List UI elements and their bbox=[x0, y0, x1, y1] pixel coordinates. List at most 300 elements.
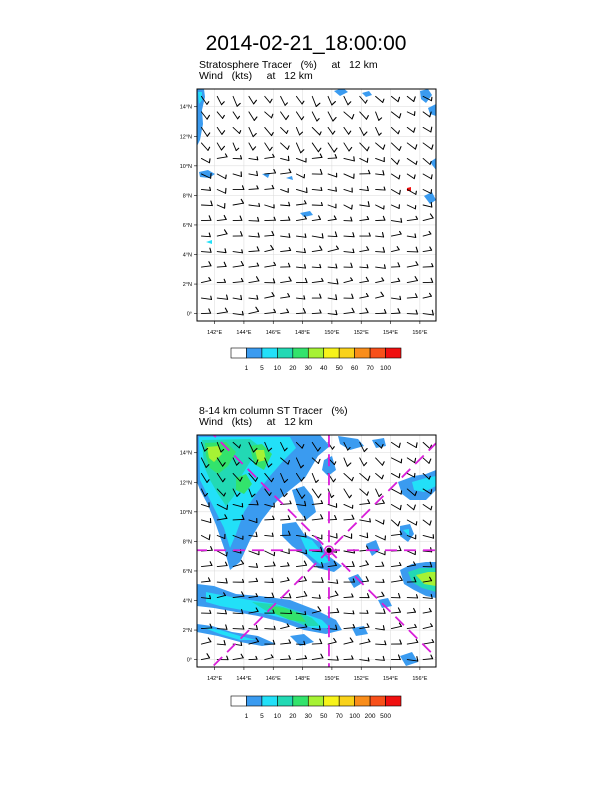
wind-barb-staff bbox=[249, 629, 258, 630]
y-tick-label: 0° bbox=[186, 657, 192, 664]
wind-barb-flag bbox=[225, 230, 228, 234]
wind-barb-staff bbox=[201, 266, 211, 267]
wind-barb-staff bbox=[249, 189, 258, 190]
wind-barb-staff bbox=[201, 205, 212, 206]
wind-barb-staff bbox=[391, 281, 399, 282]
wind-barb-staff bbox=[249, 266, 259, 267]
colorbar-label: 10 bbox=[273, 713, 281, 720]
wind-barb-staff bbox=[296, 127, 299, 134]
wind-barb-flag bbox=[400, 640, 402, 644]
colorbar-label: 100 bbox=[349, 713, 361, 720]
wind-barb-flag bbox=[352, 562, 354, 567]
wind-barb-flag bbox=[289, 202, 290, 205]
wind-barb-staff bbox=[391, 580, 402, 582]
wind-barb-flag bbox=[274, 170, 276, 173]
colorbar-label: 50 bbox=[335, 365, 343, 372]
wind-barb-staff bbox=[217, 205, 224, 208]
wind-barb-flag bbox=[379, 133, 381, 135]
colorbar-swatch bbox=[339, 696, 354, 706]
wind-barb-flag bbox=[227, 552, 228, 556]
wind-barb-flag bbox=[333, 117, 336, 121]
wind-barb-staff bbox=[328, 96, 332, 105]
wind-barb-staff bbox=[407, 642, 418, 644]
wind-barb-flag bbox=[224, 262, 226, 266]
wind-barb-staff bbox=[265, 566, 275, 567]
wind-barb-staff bbox=[312, 658, 323, 660]
y-tick-label: 6°N bbox=[182, 222, 192, 229]
x-tick-label: 142°E bbox=[207, 330, 223, 336]
wind-barb-staff bbox=[407, 551, 415, 555]
wind-barb-staff bbox=[281, 189, 289, 192]
wind-barb-staff bbox=[376, 96, 383, 102]
wind-barb-staff bbox=[360, 158, 368, 162]
wind-barb-staff bbox=[344, 551, 355, 553]
colorbar-label: 50 bbox=[320, 713, 328, 720]
wind-barb-staff bbox=[423, 535, 433, 538]
wind-barb-flag bbox=[256, 656, 257, 659]
bottom-plot-subtitle: Wind (kts) at 12 km bbox=[199, 416, 313, 428]
wind-barb-flag bbox=[239, 131, 240, 134]
wind-barb-flag bbox=[399, 175, 400, 179]
colorbar-label: 10 bbox=[273, 365, 281, 372]
wind-barb-staff bbox=[391, 127, 398, 133]
wind-barb-staff bbox=[344, 489, 349, 498]
wind-barb-flag bbox=[211, 201, 212, 206]
wind-barb-flag bbox=[304, 296, 305, 299]
wind-barb-flag bbox=[430, 293, 432, 296]
colorbar-swatch bbox=[355, 696, 370, 706]
wind-barb-flag bbox=[385, 641, 386, 645]
wind-barb-staff bbox=[281, 659, 291, 660]
wind-barb-flag bbox=[349, 147, 352, 150]
wind-barb-flag bbox=[400, 231, 402, 234]
wind-barb-flag bbox=[321, 187, 322, 190]
x-tick-label: 144°E bbox=[236, 676, 252, 682]
wind-barb-flag bbox=[316, 103, 320, 106]
wind-barb-flag bbox=[352, 294, 353, 298]
wind-barb-staff bbox=[233, 629, 244, 630]
wind-barb-flag bbox=[273, 279, 274, 283]
wind-barb-staff bbox=[344, 236, 354, 237]
wind-barb-flag bbox=[416, 262, 418, 265]
wind-barb-staff bbox=[281, 127, 287, 133]
wind-barb-flag bbox=[257, 263, 258, 266]
wind-barb-flag bbox=[400, 576, 402, 580]
wind-barb-flag bbox=[431, 202, 432, 207]
wind-barb-staff bbox=[312, 644, 321, 645]
wind-barb-staff bbox=[407, 158, 416, 164]
wind-barb-flag bbox=[432, 145, 433, 149]
wind-barb-staff bbox=[233, 112, 238, 119]
wind-barb-staff bbox=[312, 281, 323, 282]
colorbar-label: 5 bbox=[260, 713, 264, 720]
wind-barb-flag bbox=[208, 147, 210, 150]
wind-barb-staff bbox=[265, 235, 274, 236]
wind-barb-flag bbox=[259, 203, 260, 206]
wind-barb-staff bbox=[312, 236, 323, 238]
wind-barb-flag bbox=[336, 264, 337, 268]
wind-barb-staff bbox=[281, 236, 290, 237]
wind-barb-staff bbox=[407, 96, 413, 101]
wind-barb-staff bbox=[233, 96, 237, 106]
wind-barb-flag bbox=[381, 292, 384, 296]
wind-barb-flag bbox=[289, 234, 290, 238]
wind-barb-staff bbox=[360, 143, 367, 151]
top-wind-barbs bbox=[201, 96, 433, 315]
wind-barb-staff bbox=[407, 442, 416, 447]
wind-barb-staff bbox=[423, 520, 430, 525]
wind-barb-staff bbox=[328, 112, 333, 121]
wind-barb-staff bbox=[391, 298, 400, 299]
wind-barb-flag bbox=[367, 147, 369, 151]
wind-barb-staff bbox=[296, 96, 302, 104]
wind-barb-staff bbox=[376, 236, 384, 237]
wind-barb-staff bbox=[391, 626, 401, 628]
wind-barb-flag bbox=[415, 458, 416, 462]
wind-barb-staff bbox=[423, 250, 432, 251]
wind-barb-staff bbox=[407, 174, 414, 179]
wind-barb-staff bbox=[217, 127, 222, 134]
wind-barb-flag bbox=[305, 201, 307, 204]
wind-barb-flag bbox=[226, 175, 227, 179]
wind-barb-staff bbox=[201, 535, 209, 539]
wind-barb-staff bbox=[296, 644, 304, 645]
wind-barb-flag bbox=[352, 594, 353, 597]
wind-barb-flag bbox=[399, 546, 401, 550]
wind-barb-staff bbox=[391, 221, 401, 223]
wind-barb-flag bbox=[210, 248, 211, 252]
wind-barb-flag bbox=[369, 170, 370, 173]
wind-barb-flag bbox=[332, 102, 336, 105]
wind-barb-flag bbox=[227, 656, 228, 659]
wind-barb-flag bbox=[350, 638, 353, 642]
wind-barb-flag bbox=[256, 625, 257, 629]
top-colorbar bbox=[231, 348, 401, 372]
wind-barb-flag bbox=[226, 625, 227, 629]
wind-barb-flag bbox=[383, 233, 384, 237]
wind-barb-flag bbox=[414, 175, 415, 179]
wind-barb-staff bbox=[407, 612, 415, 613]
wind-barb-flag bbox=[288, 146, 289, 150]
wind-barb-staff bbox=[328, 582, 338, 583]
wind-barb-staff bbox=[376, 112, 379, 120]
x-tick-label: 154°E bbox=[383, 330, 399, 336]
wind-barb-flag bbox=[432, 640, 434, 643]
wind-barb-flag bbox=[353, 625, 354, 628]
wind-barb-staff bbox=[249, 567, 258, 568]
wind-barb-staff bbox=[217, 234, 227, 236]
wind-barb-flag bbox=[271, 114, 272, 118]
wind-barb-flag bbox=[400, 563, 401, 566]
wind-barb-staff bbox=[344, 280, 353, 282]
wind-barb-flag bbox=[303, 309, 305, 313]
colorbar-label: 40 bbox=[320, 365, 328, 372]
wind-barb-flag bbox=[399, 147, 401, 151]
wind-barb-flag bbox=[366, 577, 368, 581]
wind-barb-staff bbox=[328, 660, 338, 661]
wind-barb-flag bbox=[273, 516, 274, 519]
wind-barb-staff bbox=[407, 297, 417, 298]
wind-barb-flag bbox=[399, 655, 401, 660]
wind-barb-flag bbox=[274, 217, 275, 220]
wind-barb-flag bbox=[336, 295, 337, 300]
wind-barb-staff bbox=[360, 535, 368, 537]
wind-barb-staff bbox=[296, 565, 306, 566]
wind-barb-flag bbox=[416, 191, 417, 194]
tracer-patch bbox=[400, 652, 418, 666]
colorbar-swatch bbox=[231, 348, 246, 358]
wind-barb-flag bbox=[301, 150, 304, 153]
wind-barb-staff bbox=[423, 642, 434, 644]
wind-barb-staff bbox=[391, 205, 399, 208]
wind-barb-staff bbox=[233, 298, 241, 299]
bottom-colorbar bbox=[231, 696, 401, 720]
wind-barb-flag bbox=[223, 115, 225, 118]
wind-barb-flag bbox=[207, 654, 210, 658]
wind-barb-staff bbox=[312, 489, 318, 498]
wind-barb-flag bbox=[241, 654, 243, 658]
wind-barb-flag bbox=[382, 592, 384, 596]
wind-barb-staff bbox=[265, 265, 276, 267]
wind-barb-staff bbox=[376, 143, 384, 149]
colorbar-swatch bbox=[308, 348, 323, 358]
wind-barb-staff bbox=[281, 580, 289, 582]
wind-barb-flag bbox=[383, 171, 384, 175]
colorbar-label: 70 bbox=[366, 365, 374, 372]
wind-barb-flag bbox=[227, 505, 228, 509]
wind-barb-staff bbox=[217, 143, 221, 150]
colorbar-swatch bbox=[370, 348, 385, 358]
wind-barb-flag bbox=[383, 626, 384, 630]
wind-barb-staff bbox=[423, 504, 431, 509]
wind-barb-flag bbox=[384, 265, 385, 269]
colorbar-swatch bbox=[293, 696, 308, 706]
colorbar-label: 20 bbox=[289, 713, 297, 720]
wind-barb-staff bbox=[217, 189, 225, 193]
dashed-cross-line bbox=[46, 267, 612, 792]
wind-barb-staff bbox=[281, 96, 286, 105]
wind-barb-flag bbox=[256, 307, 259, 311]
wind-barb-staff bbox=[233, 613, 243, 614]
wind-barb-staff bbox=[344, 96, 348, 104]
wind-barb-staff bbox=[423, 112, 430, 117]
wind-barb-flag bbox=[289, 263, 290, 266]
y-tick-label: 4°N bbox=[182, 598, 192, 605]
wind-barb-staff bbox=[407, 205, 415, 209]
tracer-patch bbox=[424, 192, 436, 204]
wind-barb-flag bbox=[416, 522, 417, 525]
wind-barb-staff bbox=[201, 565, 212, 566]
wind-barb-staff bbox=[233, 174, 241, 176]
wind-barb-flag bbox=[335, 516, 337, 520]
wind-barb-flag bbox=[334, 462, 335, 465]
wind-barb-staff bbox=[344, 127, 349, 134]
wind-barb-staff bbox=[344, 535, 352, 538]
wind-barb-staff bbox=[328, 143, 334, 152]
wind-barb-flag bbox=[347, 463, 351, 466]
colorbar-label: 30 bbox=[304, 713, 312, 720]
wind-barb-staff bbox=[281, 297, 290, 298]
wind-barb-staff bbox=[296, 219, 306, 221]
tracer-patch bbox=[428, 104, 436, 116]
wind-barb-staff bbox=[344, 112, 352, 119]
wind-barb-staff bbox=[407, 189, 416, 194]
wind-barb-flag bbox=[240, 216, 242, 220]
wind-barb-flag bbox=[224, 279, 225, 282]
wind-barb-flag bbox=[286, 116, 289, 120]
colorbar-swatch bbox=[308, 696, 323, 706]
bottom-map-panel bbox=[0, 150, 612, 792]
wind-barb-staff bbox=[328, 219, 336, 220]
wind-barb-staff bbox=[281, 566, 289, 567]
wind-barb-staff bbox=[376, 127, 379, 135]
wind-barb-staff bbox=[376, 267, 386, 268]
wind-barb-flag bbox=[304, 249, 305, 253]
wind-barb-staff bbox=[423, 205, 432, 207]
wind-barb-staff bbox=[265, 112, 272, 118]
colorbar-swatch bbox=[277, 348, 292, 358]
wind-barb-flag bbox=[319, 216, 321, 219]
wind-barb-staff bbox=[407, 143, 415, 149]
wind-barb-flag bbox=[207, 115, 209, 119]
wind-barb-staff bbox=[407, 219, 417, 220]
wind-barb-staff bbox=[296, 143, 300, 153]
wind-barb-flag bbox=[318, 607, 321, 611]
wind-barb-flag bbox=[399, 474, 400, 478]
wind-barb-staff bbox=[249, 112, 254, 120]
wind-barb-staff bbox=[233, 265, 243, 267]
wind-barb-staff bbox=[328, 267, 337, 268]
wind-barb-flag bbox=[382, 462, 384, 465]
wind-barb-flag bbox=[321, 515, 323, 519]
wind-barb-flag bbox=[414, 505, 416, 510]
x-tick-label: 152°E bbox=[353, 676, 369, 682]
wind-barb-staff bbox=[249, 298, 258, 299]
wind-barb-flag bbox=[270, 99, 272, 102]
wind-barb-staff bbox=[344, 504, 353, 508]
wind-barb-flag bbox=[257, 247, 259, 251]
wind-barb-flag bbox=[430, 247, 432, 250]
wind-barb-staff bbox=[281, 551, 290, 554]
y-tick-label: 10°N bbox=[179, 509, 192, 516]
wind-barb-staff bbox=[312, 219, 320, 220]
wind-barb-staff bbox=[391, 489, 401, 494]
wind-barb-flag bbox=[320, 154, 322, 157]
wind-barb-staff bbox=[296, 189, 307, 192]
wind-barb-staff bbox=[344, 158, 354, 160]
wind-barb-staff bbox=[249, 205, 260, 206]
wind-barb-staff bbox=[423, 612, 431, 614]
wind-barb-flag bbox=[384, 609, 385, 613]
wind-barb-staff bbox=[423, 442, 430, 448]
colorbar-swatch bbox=[386, 348, 401, 358]
x-tick-label: 156°E bbox=[412, 676, 428, 682]
wind-barb-staff bbox=[391, 158, 397, 164]
wind-barb-flag bbox=[237, 103, 240, 106]
wind-barb-flag bbox=[210, 187, 211, 190]
wind-barb-flag bbox=[241, 199, 243, 203]
wind-barb-flag bbox=[432, 264, 433, 267]
wind-barb-staff bbox=[201, 189, 210, 190]
wind-barb-staff bbox=[312, 143, 318, 152]
wind-barb-flag bbox=[367, 492, 368, 495]
wind-barb-staff bbox=[407, 265, 418, 267]
wind-barb-flag bbox=[431, 278, 433, 282]
wind-barb-staff bbox=[249, 551, 259, 555]
wind-barb-staff bbox=[376, 458, 383, 465]
wind-barb-staff bbox=[391, 174, 399, 179]
top-plot-title: Stratosphere Tracer (%) at 12 km bbox=[199, 59, 378, 71]
wind-barb-flag bbox=[416, 161, 417, 164]
wind-barb-staff bbox=[391, 313, 400, 314]
wind-barb-flag bbox=[224, 215, 226, 219]
wind-barb-flag bbox=[287, 131, 288, 134]
wind-barb-staff bbox=[217, 252, 226, 253]
wind-barb-staff bbox=[376, 629, 385, 630]
wind-barb-flag bbox=[225, 610, 226, 614]
wind-barb-staff bbox=[249, 281, 259, 283]
wind-barb-flag bbox=[383, 247, 384, 252]
wind-barb-staff bbox=[423, 158, 430, 164]
wind-barb-flag bbox=[241, 295, 242, 299]
wind-barb-flag bbox=[431, 506, 432, 509]
colorbar-swatch bbox=[262, 348, 277, 358]
wind-barb-staff bbox=[407, 236, 415, 237]
dashed-cross-line bbox=[46, 267, 612, 792]
wind-barb-staff bbox=[391, 504, 400, 509]
wind-barb-flag bbox=[334, 638, 336, 642]
wind-barb-flag bbox=[305, 656, 306, 659]
wind-barb-staff bbox=[391, 112, 399, 118]
wind-barb-flag bbox=[416, 294, 418, 298]
colorbar-swatch bbox=[246, 696, 261, 706]
wind-barb-flag bbox=[382, 278, 384, 281]
wind-barb-staff bbox=[391, 612, 400, 613]
wind-barb-flag bbox=[257, 186, 258, 189]
wind-barb-flag bbox=[368, 639, 370, 642]
wind-barb-staff bbox=[296, 298, 304, 299]
wind-barb-flag bbox=[270, 147, 272, 150]
tracer-patch bbox=[372, 438, 386, 448]
wind-barb-flag bbox=[253, 147, 256, 150]
wind-barb-flag bbox=[364, 132, 367, 135]
wind-barb-flag bbox=[399, 443, 400, 447]
wind-barb-flag bbox=[333, 131, 335, 134]
wind-barb-flag bbox=[383, 520, 384, 524]
wind-barb-flag bbox=[352, 308, 354, 312]
wind-barb-flag bbox=[368, 476, 370, 480]
wind-barb-staff bbox=[328, 249, 338, 252]
wind-barb-flag bbox=[243, 626, 244, 629]
wind-barb-flag bbox=[236, 148, 238, 150]
wind-barb-flag bbox=[256, 578, 257, 581]
wind-barb-staff bbox=[296, 596, 306, 598]
wind-barb-flag bbox=[320, 246, 322, 250]
wind-barb-flag bbox=[209, 578, 211, 581]
wind-barb-staff bbox=[344, 252, 354, 253]
wind-barb-flag bbox=[415, 234, 416, 238]
wind-barb-staff bbox=[376, 205, 384, 209]
wind-barb-flag bbox=[351, 263, 352, 267]
wind-barb-flag bbox=[321, 654, 323, 658]
wind-barb-staff bbox=[328, 236, 337, 237]
wind-barb-staff bbox=[344, 597, 353, 598]
wind-barb-flag bbox=[353, 233, 354, 237]
wind-barb-flag bbox=[432, 310, 433, 315]
wind-barb-flag bbox=[368, 594, 369, 598]
wind-barb-staff bbox=[376, 473, 382, 478]
wind-barb-flag bbox=[238, 116, 240, 118]
